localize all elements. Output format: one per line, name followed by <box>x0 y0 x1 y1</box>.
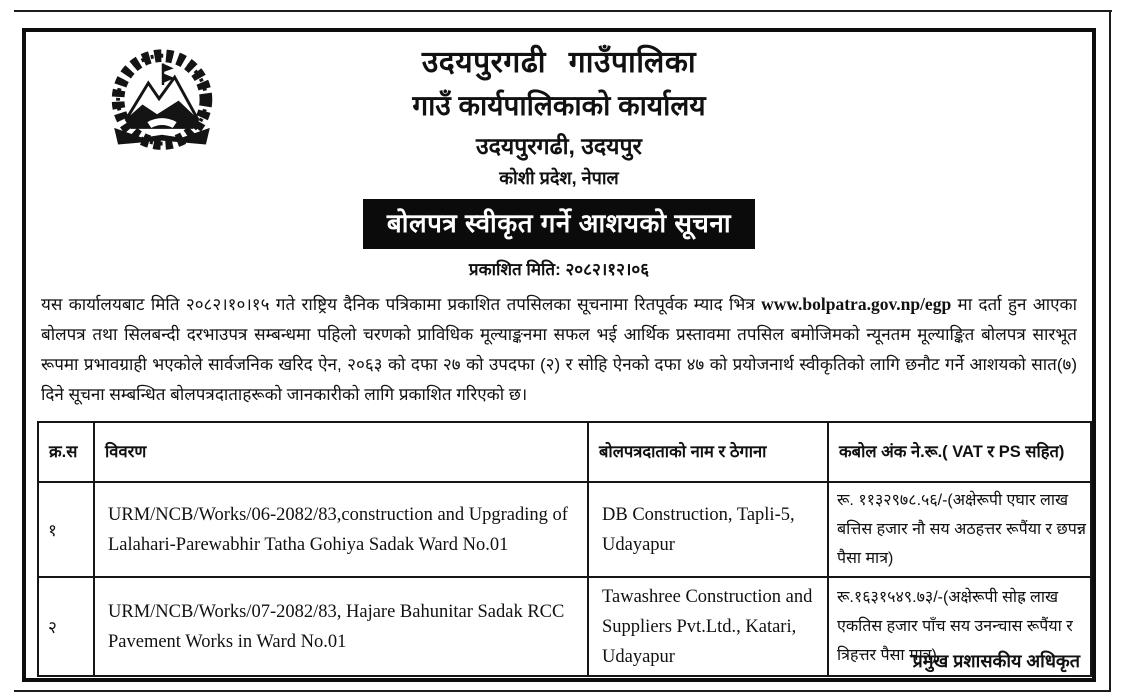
cell-serial-number: १ <box>38 482 94 577</box>
page-bottom-rule <box>14 690 1111 692</box>
tender-table <box>37 421 1092 677</box>
page-right-rule <box>1109 10 1111 692</box>
address-line: उदयपुरगढी, उदयपुर <box>476 133 642 159</box>
cell-description: URM/NCB/Works/07-2082/83, Hajare Bahunitar Sadak RCC Pavement Works in Ward No.01 <box>94 577 588 676</box>
col-header-serial-number: क्र.स <box>38 422 94 482</box>
notice-title-banner: बोलपत्र स्वीकृत गर्ने आशयको सूचना <box>363 199 755 249</box>
col-header-bidder: बोलपत्रदाताको नाम र ठेगाना <box>588 422 828 482</box>
table-row <box>38 482 1091 577</box>
paragraph-text-after-url: मा दर्ता हुन आएका बोलपत्र तथा सिलबन्दी दरभाउपत्र सम्बन्धमा पहिलो चरणको प्राविधिक मूल्याङ्कनमा सफल भई आर्थिक प्रस्तावमा तपसिल बमोजिमको न्यूनतम मूल्याङ्कित बोलपत्र सारभूत रूपमा प्रभावग्राही भएकोले सार्वजनिक खरिद ऐन, २०६३ को दफा २७ को उपदफा (२) र सोहि ऐनको दफा ४७ को प्रयोजनार्थ स्वीकृतिको लागि छनौट गर्ने आशयको सात(७) दिने सूचना सम्बन्धित बोलपत्रदाताहरूको जानकारीको लागि प्रकाशित गरिएको छ। <box>41 295 1077 404</box>
signatory-title: प्रमुख प्रशासकीय अधिकृत <box>912 651 1080 671</box>
bolpatra-url-text: www.bolpatra.gov.np/egp <box>761 294 952 314</box>
cell-quoted-amount: रू. ११३२९७८.५६/-(अक्षेरूपी एघार लाख बत्तिस हजार नौ सय अठहत्तर रूपैंया र छपन्न पैसा मात्र) <box>828 482 1091 577</box>
cell-serial-number: २ <box>38 577 94 676</box>
notice-title-wrap <box>26 199 1092 249</box>
org-name: उदयपुरगढी गाउँपालिका <box>421 46 697 79</box>
table-header-row <box>38 422 1091 482</box>
cell-description: URM/NCB/Works/06-2082/83,construction and Upgrading of Lalahari-Parewabhir Tatha Gohiya Sadak Ward No.01 <box>94 482 588 577</box>
page-top-rule <box>14 10 1112 12</box>
cell-bidder: DB Construction, Tapli-5, Udayapur <box>588 482 828 577</box>
municipality-emblem-icon <box>98 44 226 166</box>
province-line: कोशी प्रदेश, नेपाल <box>499 168 619 188</box>
cell-bidder: Tawashree Construction and Suppliers Pvt.Ltd., Katari, Udayapur <box>588 577 828 676</box>
published-date: प्रकाशित मिति: २०८२।१२।०६ <box>468 260 650 279</box>
office-name: गाउँ कार्यपालिकाको कार्यालय <box>412 90 706 121</box>
notice-paragraph <box>41 289 1077 413</box>
col-header-quoted-amount: कबोल अंक ने.रू.( VAT र PS सहित) <box>828 422 1091 482</box>
paragraph-text-before-url: यस कार्यालयबाट मिति २०८२।१०।१५ गते राष्ट्रिय दैनिक पत्रिकामा प्रकाशित तपसिलका सूचनामा रितपूर्वक म्याद भित्र <box>41 295 762 314</box>
col-header-description: विवरण <box>94 422 588 482</box>
notice-border-box <box>22 28 1096 682</box>
cell-quoted-amount: रू.१६३१५४९.७३/-(अक्षेरूपी सोह्र लाख एकतिस हजार पाँच सय उनन्चास रूपैंया र त्रिहत्तर पैसा मात्र) <box>828 577 1091 676</box>
